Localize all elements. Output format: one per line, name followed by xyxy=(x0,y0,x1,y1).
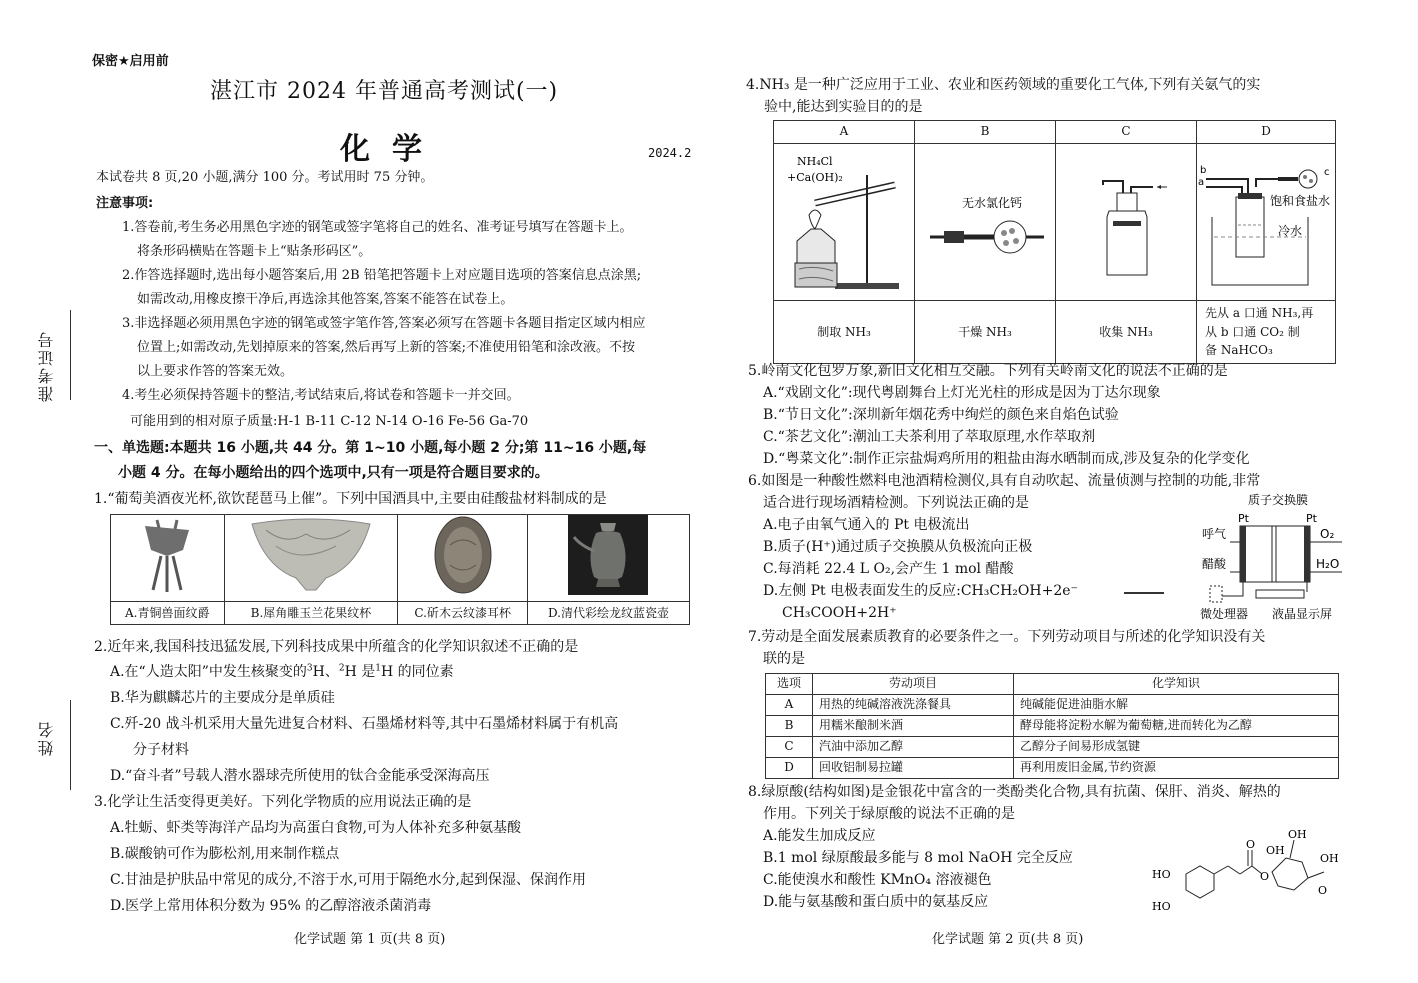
q4-a-reagent-2: +Ca(OH)₂ xyxy=(787,171,843,184)
q4-experiment-table xyxy=(773,120,1336,364)
confidential-mark: 保密★启用前 xyxy=(92,54,169,69)
q1-image-d xyxy=(527,515,689,602)
q4-header-b: B xyxy=(915,121,1056,144)
q4-b-reagent: 无水氯化钙 xyxy=(962,196,1023,210)
notice-line: 将条形码横贴在答题卡上“贴条形码区”。 xyxy=(137,244,372,259)
q4-label-b: 干燥 NH₃ xyxy=(915,301,1056,364)
q3-option-c: C.甘油是护肤品中常见的成分,不溶于水,可用于隔绝水分,起到保湿、保润作用 xyxy=(110,872,587,888)
q7-cell: 乙醇分子间易形成氢键 xyxy=(1014,737,1339,758)
q2-stem: 2.近年来,我国科技迅猛发展,下列科技成果中所蕴含的化学知识叙述不正确的是 xyxy=(94,639,579,655)
q2-option-c: C.歼-20 战斗机采用大量先进复合材料、石墨烯材料等,其中石墨烯材料属于有机高 xyxy=(110,716,619,732)
gas-bottle-icon xyxy=(1057,145,1195,293)
q2-a-text: H、 xyxy=(312,664,339,680)
q6-stem: 6.如图是一种酸性燃料电池酒精检测仪,具有自动吹起、流量侦测与控制的功能,非常 xyxy=(748,473,1261,489)
q8-fig-o2: O xyxy=(1260,870,1270,883)
section-heading: 小题 4 分。在每小题给出的四个选项中,只有一项是符合题目要求的。 xyxy=(118,465,549,481)
exam-number-label: 准考证号 xyxy=(37,330,56,402)
q1-image-c xyxy=(398,515,528,602)
q4-header-a: A xyxy=(774,121,915,144)
q5-stem: 5.岭南文化包罗万象,新旧文化相互交融。下列有关岭南文化的说法不正确的是 xyxy=(748,363,1228,379)
q4-d-b: b xyxy=(1200,165,1207,176)
q6-fig-h2o: H₂O xyxy=(1316,557,1340,571)
q7-header: 化学知识 xyxy=(1014,674,1339,695)
candidate-info-sidebar xyxy=(28,180,68,800)
heating-tube-apparatus-icon xyxy=(775,145,913,293)
q7-cell: 用热的纯碱溶液洗涤餐具 xyxy=(813,695,1014,716)
q6-option-b: B.质子(H⁺)通过质子交换膜从负极流向正极 xyxy=(763,539,1033,555)
notice-line: 以上要求作答的答案无效。 xyxy=(137,364,294,379)
q6-stem-cont: 适合进行现场酒精检测。下列说法正确的是 xyxy=(763,495,1029,511)
notice-line: 4.考生必须保持答题卡的整洁,考试结束后,将试卷和答题卡一并交回。 xyxy=(122,388,520,403)
q3-option-d: D.医学上常用体积分数为 95% 的乙醇溶液杀菌消毒 xyxy=(110,898,432,914)
q6-fig-micro: 微处理器 xyxy=(1200,607,1249,621)
q5-option-b: B.“节日文化”:深圳新年烟花秀中绚烂的颜色来自焰色试验 xyxy=(763,407,1119,423)
q7-cell: B xyxy=(766,716,813,737)
q4-apparatus-d xyxy=(1197,144,1336,301)
q7-cell: 回收铝制易拉罐 xyxy=(813,758,1014,779)
q4-d-salt: 饱和食盐水 xyxy=(1270,194,1331,208)
name-label: 姓名 xyxy=(37,720,56,756)
q3-option-b: B.碳酸钠可作为膨松剂,用来制作糕点 xyxy=(110,846,340,862)
q1-image-a xyxy=(111,515,225,602)
q5-option-a: A.“戏剧文化”:现代粤剧舞台上灯光光柱的形成是因为丁达尔现象 xyxy=(763,385,1161,401)
q6-fig-lcd: 液晶显示屏 xyxy=(1272,607,1333,621)
q6-option-a: A.电子由氧气通入的 Pt 电极流出 xyxy=(763,517,970,533)
q2-option-b: B.华为麒麟芯片的主要成分是单质硅 xyxy=(110,690,335,706)
lacquer-ear-cup-icon xyxy=(428,515,498,595)
q8-stem: 8.绿原酸(结构如图)是金银花中富含的一类酚类化合物,具有抗菌、保肝、消炎、解热的 xyxy=(748,784,1281,800)
q2-option-c-cont: 分子材料 xyxy=(133,742,189,758)
q7-cell: D xyxy=(766,758,813,779)
q2-a-sup: 2 xyxy=(338,663,345,674)
q8-option-c: C.能使溴水和酸性 KMnO₄ 溶液褪色 xyxy=(763,872,992,888)
q6-option-c: C.每消耗 22.4 L O₂,会产生 1 mol 醋酸 xyxy=(763,561,1014,577)
q4-header-c: C xyxy=(1056,121,1197,144)
bronze-jue-icon xyxy=(137,516,197,594)
fuel-cell-diagram xyxy=(1196,492,1346,622)
q5-option-d: D.“粤菜文化”:制作正宗盐焗鸡所用的粗盐由海水晒制而成,涉及复杂的化学变化 xyxy=(763,451,1250,467)
q8-option-a: A.能发生加成反应 xyxy=(763,828,876,844)
q4-label-d xyxy=(1197,301,1336,364)
notice-line: 2.作答选择题时,选出每小题答案后,用 2B 铅笔把答题卡上对应题目选项的答案信息点涂黑; xyxy=(122,268,642,283)
name-line xyxy=(70,700,71,790)
q8-fig-ho1: HO xyxy=(1152,868,1171,881)
q2-a-text: A.在“人造太阳”中发生核聚变的 xyxy=(110,664,307,680)
q7-cell: 再利用废旧金属,节约资源 xyxy=(1014,758,1339,779)
q8-stem-cont: 作用。下列关于绿原酸的说法不正确的是 xyxy=(763,806,1015,822)
section-heading: 一、单选题:本题共 16 小题,共 44 分。第 1~10 小题,每小题 2 分;第 11~16 小题,每 xyxy=(94,440,647,456)
q4-header-d: D xyxy=(1197,121,1336,144)
subject-title: 化学 xyxy=(340,132,444,167)
atomic-mass-line: 可能用到的相对原子质量:H-1 B-11 C-12 N-14 O-16 Fe-56 Ga-70 xyxy=(130,414,529,429)
exam-date: 2024.2 xyxy=(648,146,692,160)
q4-apparatus-b xyxy=(915,144,1056,301)
q4-d-c: c xyxy=(1324,167,1330,178)
notice-line: 如需改动,用橡皮擦干净后,再选涂其他答案,答案不能答在试卷上。 xyxy=(137,292,514,307)
q4-a-reagent-1: NH₄Cl xyxy=(797,155,833,168)
q7-header: 劳动项目 xyxy=(813,674,1014,695)
q8-fig-o3: O xyxy=(1318,884,1328,897)
q4-label-c: 收集 NH₃ xyxy=(1056,301,1197,364)
chlorogenic-acid-structure xyxy=(1148,822,1348,922)
notice-line: 1.答卷前,考生务必用黑色字迹的钢笔或签字笔将自己的姓名、准考证号填写在答题卡上。 xyxy=(122,220,633,235)
q7-table xyxy=(765,673,1339,779)
q7-cell: 酵母能将淀粉水解为葡萄糖,进而转化为乙醇 xyxy=(1014,716,1339,737)
q1-image-b xyxy=(224,515,398,602)
q8-fig-oh1: OH xyxy=(1288,828,1307,841)
q7-stem-cont: 联的是 xyxy=(763,651,805,667)
q6-fig-acetic: 醋酸 xyxy=(1202,557,1227,571)
q3-stem: 3.化学让生活变得更美好。下列化学物质的应用说法正确的是 xyxy=(94,794,472,810)
q4-stem: 4.NH₃ 是一种广泛应用于工业、农业和医药领域的重要化工气体,下列有关氨气的实 xyxy=(746,77,1261,93)
q3-option-a: A.牡蛎、虾类等海洋产品均为高蛋白食物,可为人体补充多种氨基酸 xyxy=(110,820,522,836)
q8-fig-ho2: HO xyxy=(1152,900,1171,913)
q2-a-text: H 的同位素 xyxy=(380,664,454,680)
q2-option-a xyxy=(110,661,454,683)
q6-fig-o2: O₂ xyxy=(1320,527,1335,541)
q8-fig-o1: O xyxy=(1246,838,1256,851)
q8-option-d: D.能与氨基酸和蛋白质中的氨基反应 xyxy=(763,894,989,910)
q7-cell: A xyxy=(766,695,813,716)
q6-option-d: D.左侧 Pt 电极表面发生的反应:CH₃CH₂OH+2e⁻ xyxy=(763,583,1078,599)
q2-a-sup: 1 xyxy=(375,663,381,674)
q6-fig-pt-left: Pt xyxy=(1238,512,1249,525)
q6-fig-breath: 呼气 xyxy=(1202,527,1227,541)
q4-d-cold: 冷水 xyxy=(1278,224,1303,238)
equals-sign xyxy=(1124,592,1164,594)
q8-fig-oh2: OH xyxy=(1266,844,1285,857)
notice-line: 3.非选择题必须用黑色字迹的钢笔或签字笔作答,答案必须写在答题卡各题目指定区域内相应 xyxy=(122,316,646,331)
q6-fig-pt-right: Pt xyxy=(1306,512,1317,525)
exam-title: 湛江市 2024 年普通高考测试(一) xyxy=(210,79,559,104)
notice-title: 注意事项: xyxy=(96,196,154,211)
q5-option-c: C.“茶艺文化”:潮汕工夫茶利用了萃取原理,水作萃取剂 xyxy=(763,429,1096,445)
q4-d-a: a xyxy=(1198,177,1205,188)
q1-stem: 1.“葡萄美酒夜光杯,欲饮琵琶马上催”。下列中国酒具中,主要由硅酸盐材料制成的是 xyxy=(94,491,607,507)
q1-option-d: D.清代彩绘龙纹蓝瓷壶 xyxy=(527,602,689,625)
page-2-footer: 化学试题 第 2 页(共 8 页) xyxy=(932,932,1084,947)
nahco3-apparatus-icon xyxy=(1198,145,1334,293)
q4-d-label-line: 从 b 口通 CO₂ 制 xyxy=(1205,324,1300,339)
q7-cell: C xyxy=(766,737,813,758)
q8-option-b: B.1 mol 绿原酸最多能与 8 mol NaOH 完全反应 xyxy=(763,850,1073,866)
q1-option-b: B.犀角雕玉兰花果纹杯 xyxy=(224,602,398,625)
q8-fig-oh3: OH xyxy=(1320,852,1339,865)
notice-line: 位置上;如需改动,先划掉原来的答案,然后再写上新的答案;不准使用铅笔和涂改液。不按 xyxy=(137,340,636,355)
q4-d-label-line: 先从 a 口通 NH₃,再 xyxy=(1205,306,1314,321)
q1-options-table xyxy=(110,514,690,625)
q2-a-text: H 是 xyxy=(344,664,376,680)
q7-stem: 7.劳动是全面发展素质教育的必要条件之一。下列劳动项目与所述的化学知识没有关 xyxy=(748,629,1266,645)
page-1-footer: 化学试题 第 1 页(共 8 页) xyxy=(294,932,446,947)
q4-apparatus-a xyxy=(774,144,915,301)
q4-stem-cont: 验中,能达到实验目的的是 xyxy=(764,99,923,115)
q6-fig-membrane: 质子交换膜 xyxy=(1248,493,1309,507)
blue-porcelain-pot-icon xyxy=(568,515,648,595)
intro-text: 本试卷共 8 页,20 小题,满分 100 分。考试用时 75 分钟。 xyxy=(96,170,434,185)
q2-option-d: D.“奋斗者”号载人潜水器球壳所使用的钛合金能承受深海高压 xyxy=(110,768,490,784)
q7-cell: 用糯米酿制米酒 xyxy=(813,716,1014,737)
q7-header: 选项 xyxy=(766,674,813,695)
q1-option-a: A.青铜兽面纹爵 xyxy=(111,602,225,625)
q4-apparatus-c xyxy=(1056,144,1197,301)
drying-tube-icon xyxy=(916,145,1054,293)
q4-label-a: 制取 NH₃ xyxy=(774,301,915,364)
q6-option-d-cont: CH₃COOH+2H⁺ xyxy=(782,605,897,621)
q7-cell: 纯碱能促进油脂水解 xyxy=(1014,695,1339,716)
q1-option-c: C.斫木云纹漆耳杯 xyxy=(398,602,528,625)
q2-a-sup: 3 xyxy=(306,663,313,674)
q4-d-label-line: 备 NaHCO₃ xyxy=(1205,343,1273,358)
q7-cell: 汽油中添加乙醇 xyxy=(813,737,1014,758)
rhino-horn-cup-icon xyxy=(246,516,376,594)
exam-number-line xyxy=(70,310,71,400)
